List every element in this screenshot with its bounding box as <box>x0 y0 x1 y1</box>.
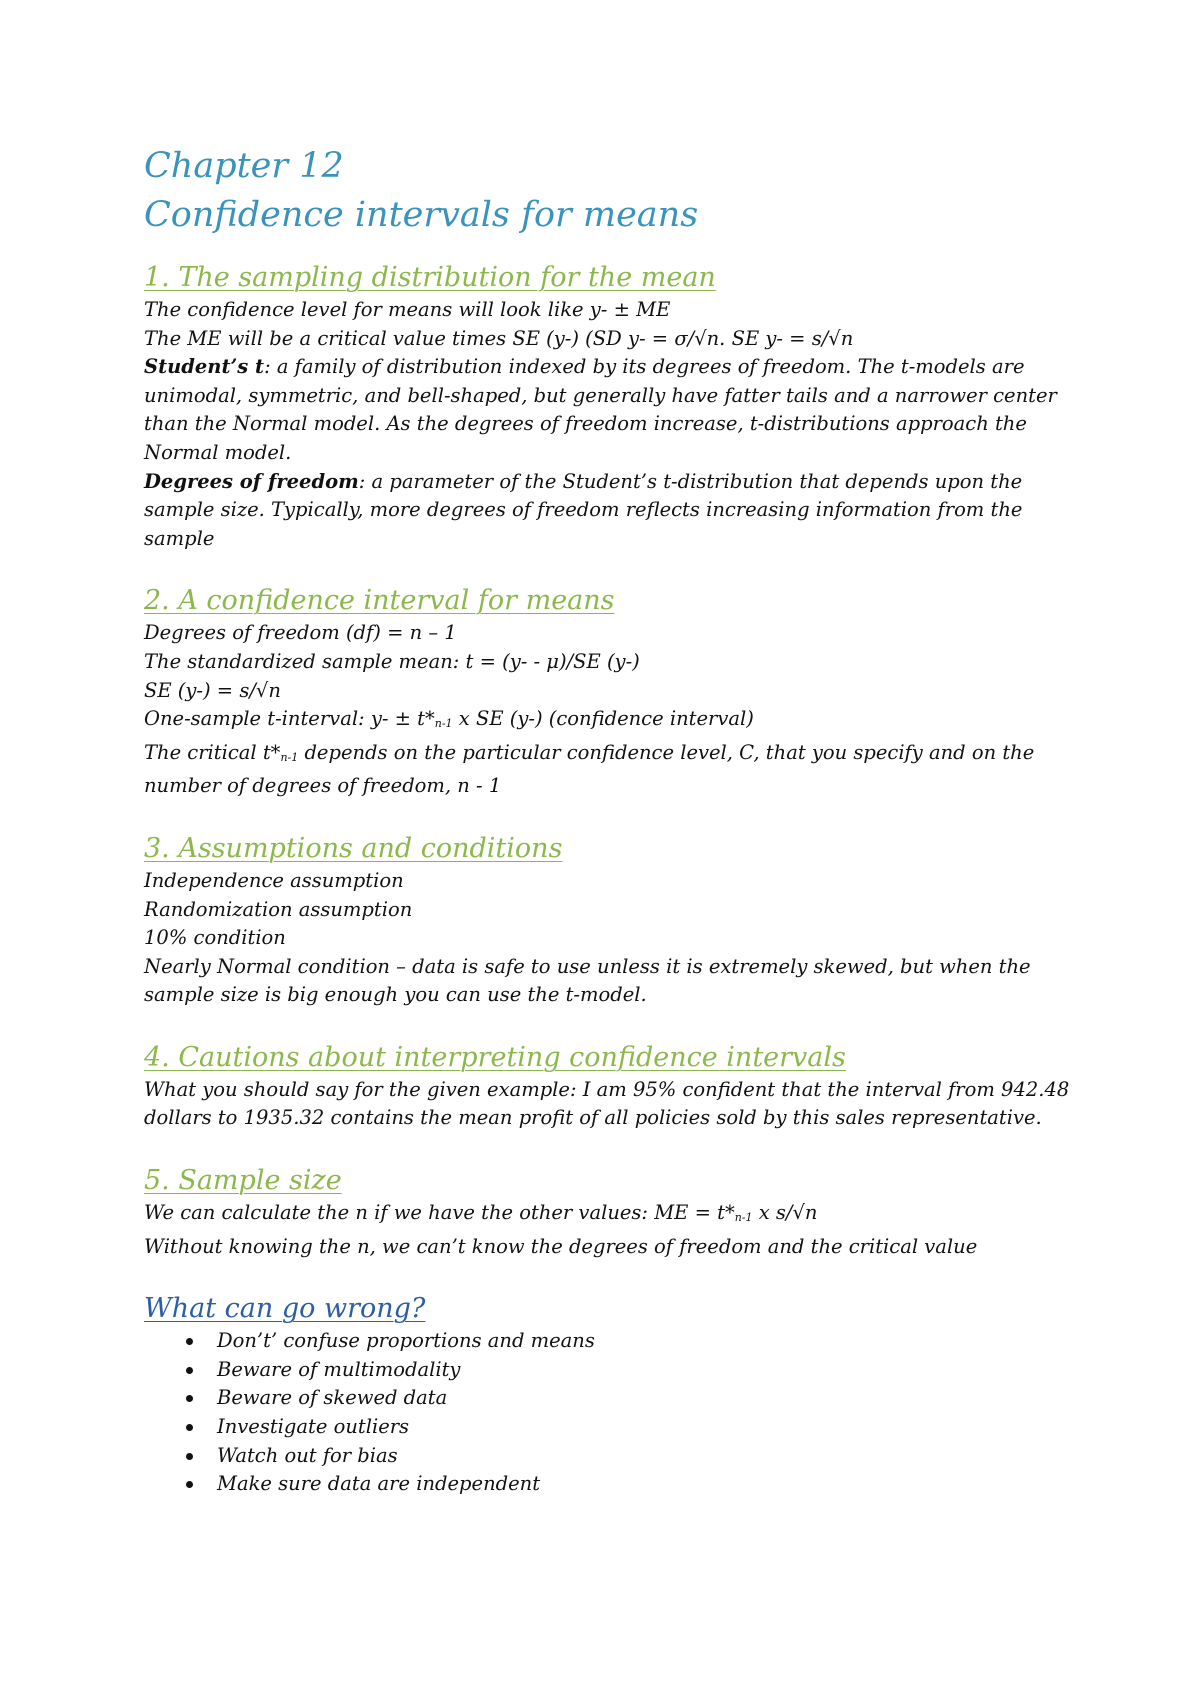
section-heading: 3. Assumptions and conditions <box>144 832 563 864</box>
document-page <box>144 142 1074 1499</box>
section-cautions <box>144 1040 1074 1133</box>
definition-term: Student’s t <box>144 355 265 379</box>
section-heading: 4. Cautions about interpreting confidence intervals <box>144 1041 846 1073</box>
list-item-text: Beware of multimodality <box>217 1357 461 1381</box>
bullet-icon <box>186 1338 193 1345</box>
list-item <box>186 1413 1074 1442</box>
interval-formula <box>144 705 1074 739</box>
section-heading: 2. A confidence interval for means <box>144 585 615 617</box>
section-sample-size <box>144 1163 1074 1261</box>
definition-degrees-of-freedom <box>144 468 1074 554</box>
list-item <box>186 1356 1074 1385</box>
subscript: n-1 <box>734 1211 753 1225</box>
formula-text: We can calculate the n if we have the other values: ME = t* <box>144 1201 735 1225</box>
sample-size-formula <box>144 1199 1074 1233</box>
text-line: The ME will be a critical value times SE (y-) (SD y- = σ/√n. SE y- = s/√n <box>144 326 854 350</box>
formula-text: One-sample t-interval: y- ± t* <box>144 707 435 731</box>
list-item <box>186 1384 1074 1413</box>
section-heading: 1. The sampling distribution for the mean <box>144 262 716 293</box>
formula-text: depends on the particular confidence level, C, that you specify and on the number of degrees of freedom, n - 1 <box>144 740 1035 798</box>
text-line: Randomization assumption <box>144 897 413 921</box>
list-item <box>186 1442 1074 1471</box>
text-line: Degrees of freedom (df) = n – 1 <box>144 621 457 645</box>
section-assumptions <box>144 831 1074 1010</box>
bullet-icon <box>186 1453 193 1460</box>
critical-value-text <box>144 739 1074 801</box>
text-line: The confidence level for means will look like y- ± ME <box>144 298 671 321</box>
text-line: What you should say for the given example: I am 95% confident that the interval from 942.48 dollars to 1935.32 contains the mean profit of all policies sold by this sales representative. <box>144 1077 1070 1130</box>
subscript: n-1 <box>434 717 453 731</box>
section-sampling-distribution <box>144 260 1074 553</box>
definition-students-t <box>144 353 1074 467</box>
list-item-text: Investigate outliers <box>217 1415 410 1439</box>
list-item <box>186 1327 1074 1356</box>
chapter-subtitle: Confidence intervals for means <box>144 195 699 235</box>
list-item-text: Don’t’ confuse proportions and means <box>217 1329 595 1353</box>
section-heading: 5. Sample size <box>144 1165 342 1197</box>
list-item-text: Beware of skewed data <box>217 1386 448 1410</box>
text-line: Without knowing the n, we can’t know the degrees of freedom and the critical value <box>144 1234 978 1258</box>
section-confidence-interval <box>144 583 1074 801</box>
bullet-list <box>144 1327 1074 1499</box>
bullet-icon <box>186 1367 193 1374</box>
section-what-can-go-wrong <box>144 1291 1074 1499</box>
chapter-number: Chapter 12 <box>144 146 344 186</box>
definition-text: : a family of distribution indexed by its degrees of freedom. The t-models are unimodal, symmetric, and bell-shaped, but generally have fatter tails and a narrower center than the Normal model. As the degrees of freedom increase, t-distributions approach the Normal model. <box>144 355 1057 464</box>
text-line: SE (y-) = s/√n <box>144 678 281 702</box>
definition-text: : a parameter of the Student’s t-distribution that depends upon the sample size. Typically, more degrees of freedom reflects increasing information from the sample <box>144 469 1023 550</box>
section-heading: What can go wrong? <box>144 1293 426 1325</box>
list-item-text: Watch out for bias <box>217 1443 398 1467</box>
chapter-title <box>144 142 1074 240</box>
text-line: 10% condition <box>144 926 286 950</box>
formula-text: The critical t* <box>144 740 281 764</box>
text-line: Nearly Normal condition – data is safe to use unless it is extremely skewed, but when the sample size is big enough you can use the t-model. <box>144 954 1031 1007</box>
bullet-icon <box>186 1424 193 1431</box>
formula-text: x s/√n <box>752 1201 818 1225</box>
text-line: The standardized sample mean: t = (y- - μ)/SE (y-) <box>144 649 640 673</box>
subscript: n-1 <box>280 750 299 764</box>
text-line: Independence assumption <box>144 868 404 892</box>
list-item-text: Make sure data are independent <box>217 1472 541 1496</box>
formula-text: x SE (y-) (confidence interval) <box>452 707 754 731</box>
definition-term: Degrees of freedom <box>144 469 359 493</box>
bullet-icon <box>186 1395 193 1402</box>
list-item <box>186 1470 1074 1499</box>
bullet-icon <box>186 1481 193 1488</box>
